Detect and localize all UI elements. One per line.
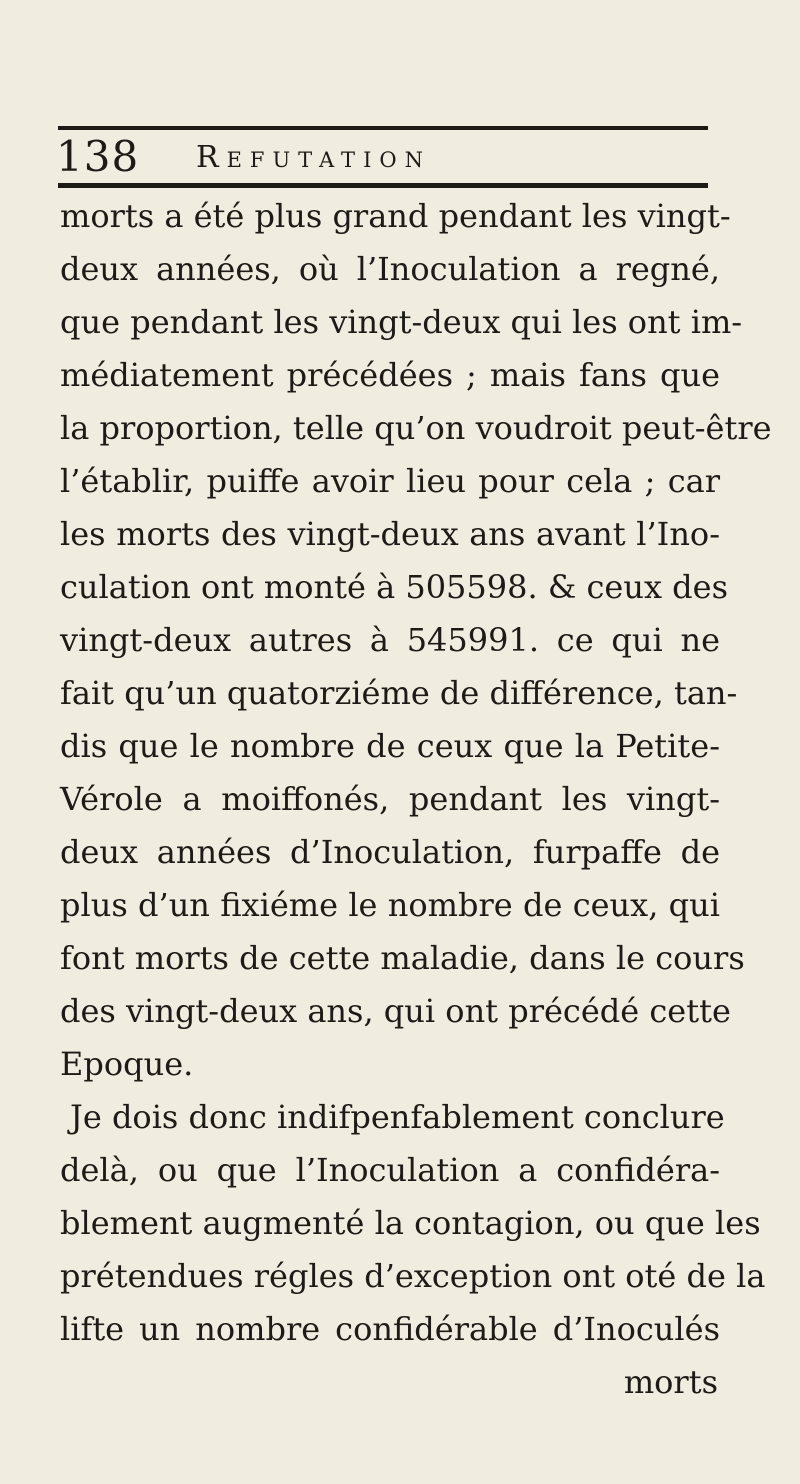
- page-number: 138: [56, 132, 140, 181]
- text-line: Epoque.: [60, 1045, 194, 1083]
- text-line: lifte un nombre confidérable d’Inoculés: [60, 1310, 720, 1348]
- text-line: plus d’un fixiéme le nombre de ceux, qui: [60, 886, 720, 924]
- text-line: delà, ou que l’Inoculation a confidéra-: [60, 1151, 720, 1189]
- text-line: culation ont monté à 505598. & ceux des: [60, 568, 729, 606]
- text-line: la proportion, telle qu’on voudroit peut-être: [60, 409, 772, 447]
- text-line: morts a été plus grand pendant les vingt-: [60, 197, 731, 235]
- text-line: fait qu’un quatorziéme de différence, tan-: [60, 674, 738, 712]
- text-line: les morts des vingt-deux ans avant l’Ino-: [60, 515, 720, 553]
- text-line: font morts de cette maladie, dans le cours: [60, 939, 745, 977]
- catchword: morts: [623, 1363, 718, 1401]
- body-text: [60, 190, 772, 1409]
- text-line: que pendant les vingt-deux qui les ont im-: [60, 303, 743, 341]
- running-title: Refutation: [196, 140, 431, 175]
- text-line: prétendues régles d’exception ont oté de la: [60, 1257, 766, 1295]
- text-line: des vingt-deux ans, qui ont précédé cette: [60, 992, 731, 1030]
- text-line: dis que le nombre de ceux que la Petite-: [60, 727, 720, 765]
- text-line: Je dois donc indifpenfablement conclure: [70, 1098, 725, 1136]
- text-line: blement augmenté la contagion, ou que les: [60, 1204, 761, 1242]
- text-line: l’établir, puiffe avoir lieu pour cela ; car: [60, 462, 720, 500]
- text-line: deux années d’Inoculation, furpaffe de: [60, 833, 720, 871]
- text-line: vingt-deux autres à 545991. ce qui ne: [60, 621, 720, 659]
- header-bottom-rule: [58, 183, 708, 188]
- text-line: Vérole a moiffonés, pendant les vingt-: [60, 780, 720, 818]
- header-top-rule: [58, 126, 708, 130]
- text-line: médiatement précédées ; mais fans que: [60, 356, 720, 394]
- text-line: deux années, où l’Inoculation a regné,: [60, 250, 720, 288]
